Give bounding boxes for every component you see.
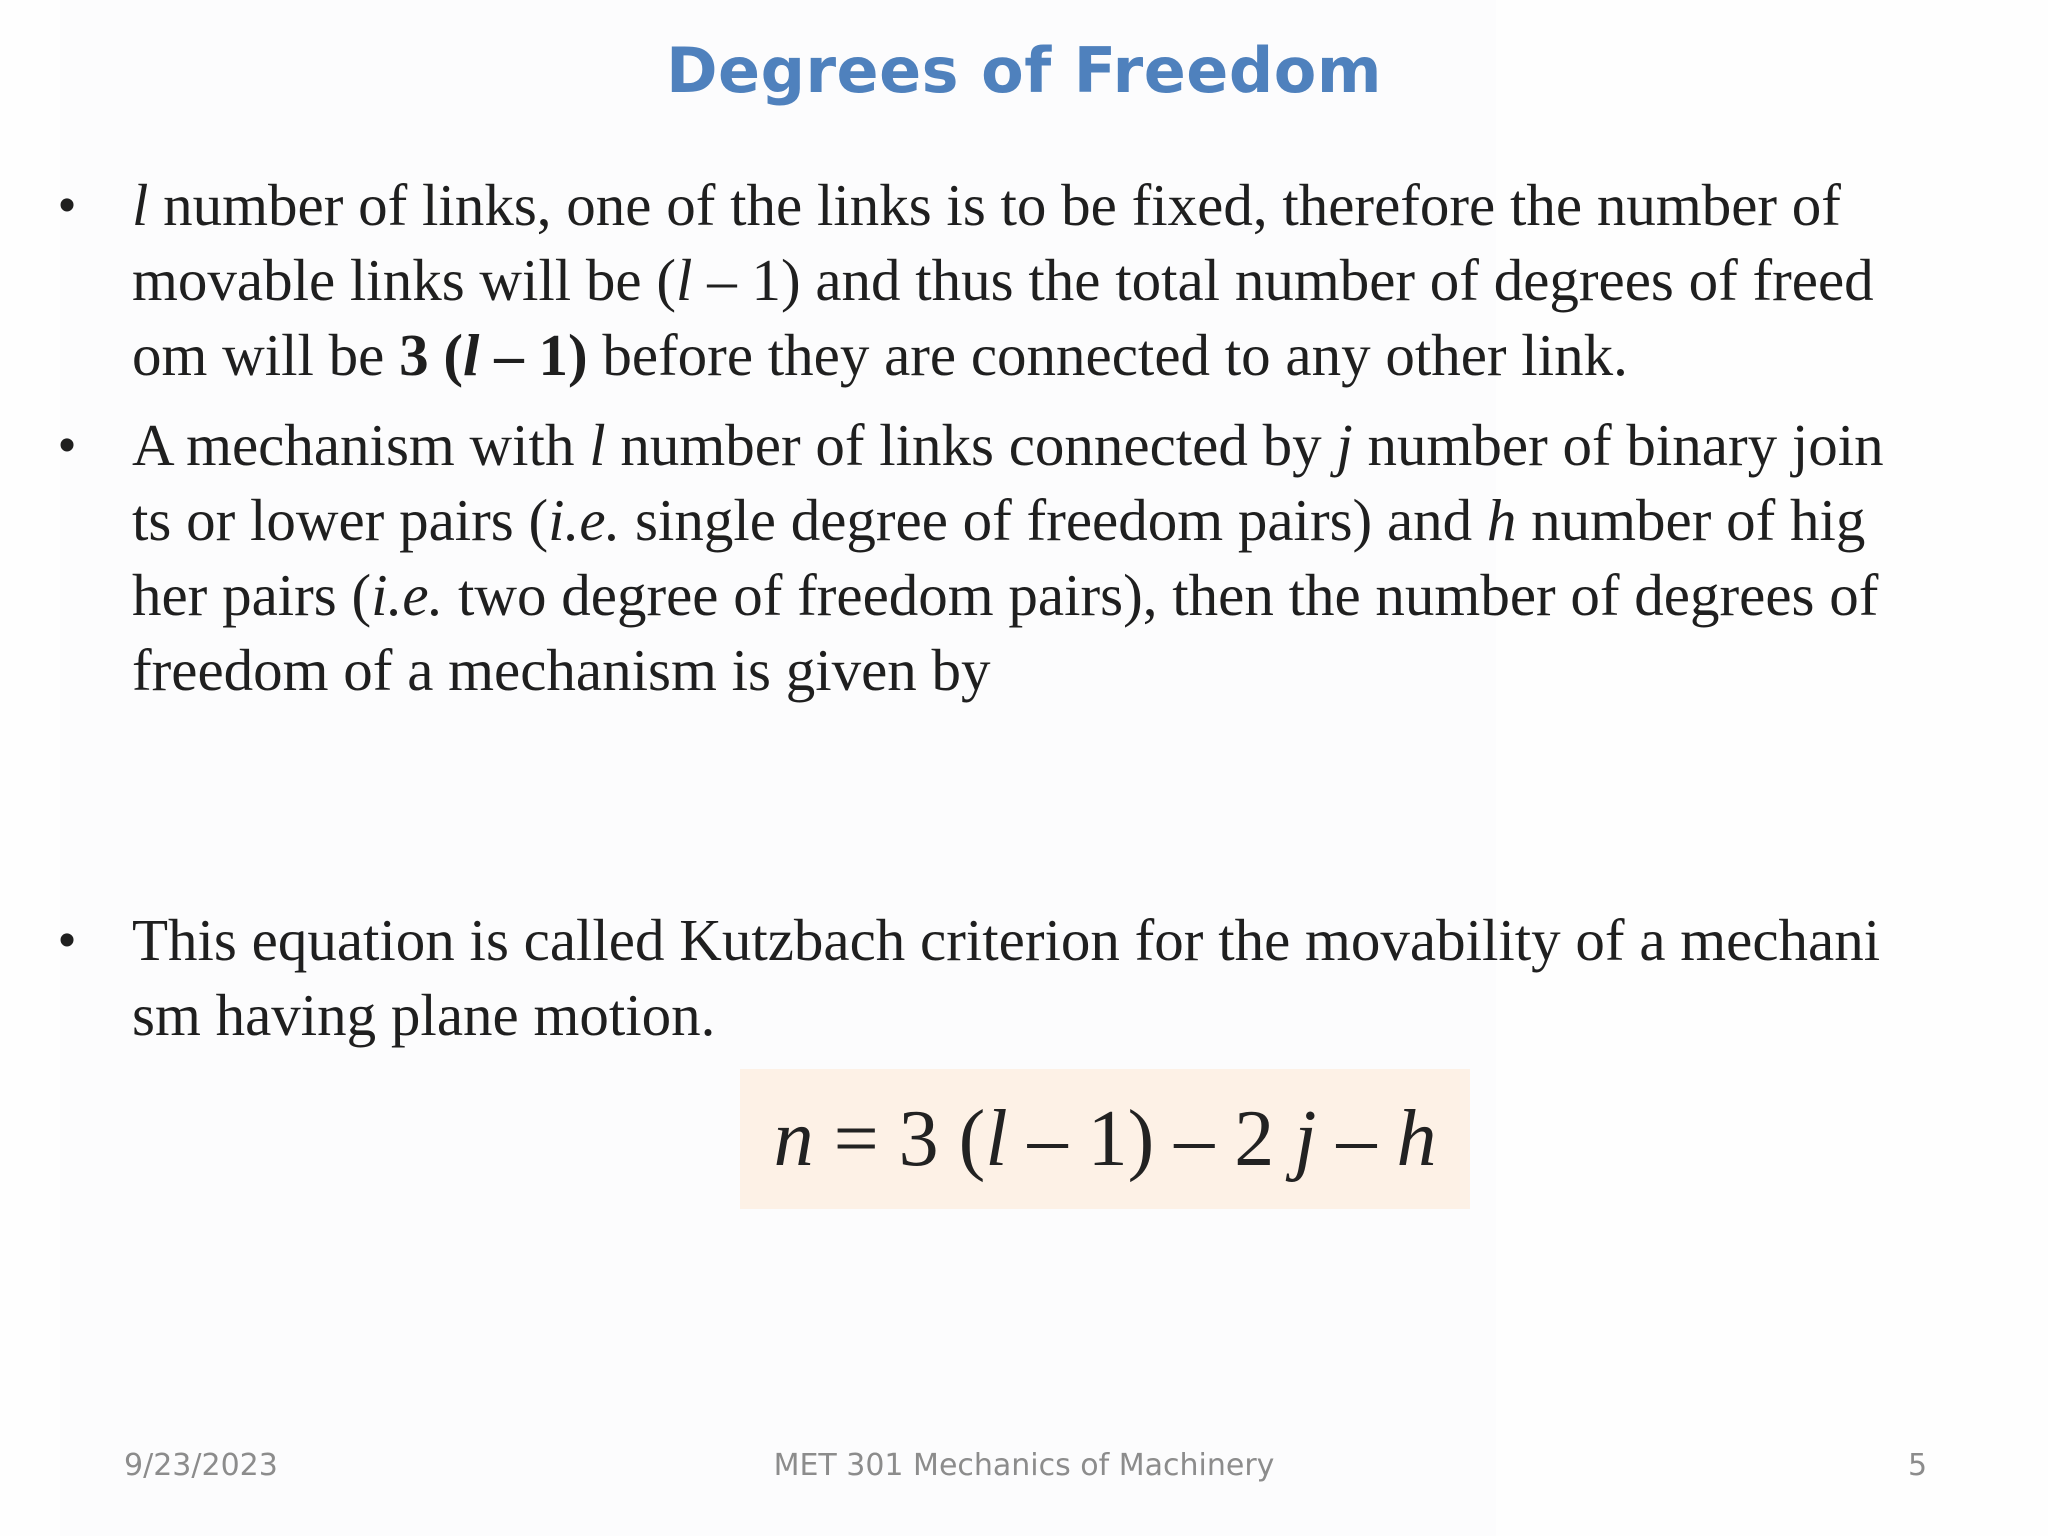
formula-term: – 1) – 2 — [1007, 1095, 1295, 1183]
bullet-dot: • — [58, 914, 76, 967]
bullet-item — [52, 168, 2007, 393]
bullet-text — [132, 168, 2007, 393]
text-line — [132, 633, 2007, 708]
formula-term: h — [1396, 1095, 1437, 1183]
text-run: l — [463, 322, 480, 388]
text-run: before they are connected to any other link. — [587, 322, 1628, 388]
footer-course: MET 301 Mechanics of Machinery — [773, 1448, 1275, 1483]
text-run: number of binary join — [1352, 412, 1884, 478]
text-run: – 1) — [479, 322, 588, 388]
kutzbach-formula — [740, 1069, 1470, 1209]
text-run: This equation is called Kutzbach criterion for the movability of a mechani — [132, 907, 1881, 973]
text-run: i.e. — [371, 562, 444, 628]
footer-date: 9/23/2023 — [124, 1448, 278, 1483]
formula-term: n — [773, 1095, 814, 1183]
text-run: om will be — [132, 322, 400, 388]
bullet-text — [132, 408, 2007, 708]
bullet-dot: • — [58, 179, 76, 232]
text-run: two degree of freedom pairs), then the number of degrees of — [443, 562, 1879, 628]
formula-term: = 3 ( — [813, 1095, 986, 1183]
text-run: single degree of freedom pairs) and — [620, 487, 1487, 553]
text-line — [132, 318, 2007, 393]
text-run: h — [1486, 487, 1517, 553]
text-run: j — [1336, 412, 1353, 478]
text-line — [132, 243, 2007, 318]
text-line — [132, 558, 2007, 633]
bullet-item — [52, 408, 2007, 708]
footer-page-number: 5 — [1908, 1448, 1928, 1483]
text-run: her pairs ( — [132, 562, 372, 628]
text-run: number of links, one of the links is to be fixed, therefore the number of — [148, 172, 1841, 238]
formula-term: – — [1316, 1095, 1397, 1183]
bullet-item — [52, 903, 2007, 1053]
text-run: movable links will be ( — [132, 247, 677, 313]
text-line — [132, 978, 2007, 1053]
text-run: number of hig — [1516, 487, 1866, 553]
text-line — [132, 408, 2007, 483]
text-line — [132, 903, 2007, 978]
formula-box — [740, 1069, 1470, 1209]
formula-term: l — [985, 1095, 1008, 1183]
bullet-dot: • — [58, 419, 76, 472]
text-run: i.e. — [548, 487, 621, 553]
text-run: – 1) and thus the total number of degrees of freed — [692, 247, 1874, 313]
text-run: l — [676, 247, 693, 313]
text-run: l — [132, 172, 149, 238]
text-run: A mechanism with — [132, 412, 590, 478]
bullet-list — [52, 168, 2007, 1053]
text-run: ts or lower pairs ( — [132, 487, 549, 553]
formula-term: j — [1294, 1095, 1317, 1183]
bullet-text — [132, 903, 2007, 1053]
text-run: freedom of a mechanism is given by — [132, 637, 991, 703]
text-run: 3 ( — [399, 322, 464, 388]
text-run: number of links connected by — [605, 412, 1337, 478]
text-line — [132, 483, 2007, 558]
text-line — [132, 168, 2007, 243]
text-run: sm having plane motion. — [132, 982, 716, 1048]
slide-title: Degrees of Freedom — [666, 34, 1382, 107]
text-run: l — [589, 412, 606, 478]
